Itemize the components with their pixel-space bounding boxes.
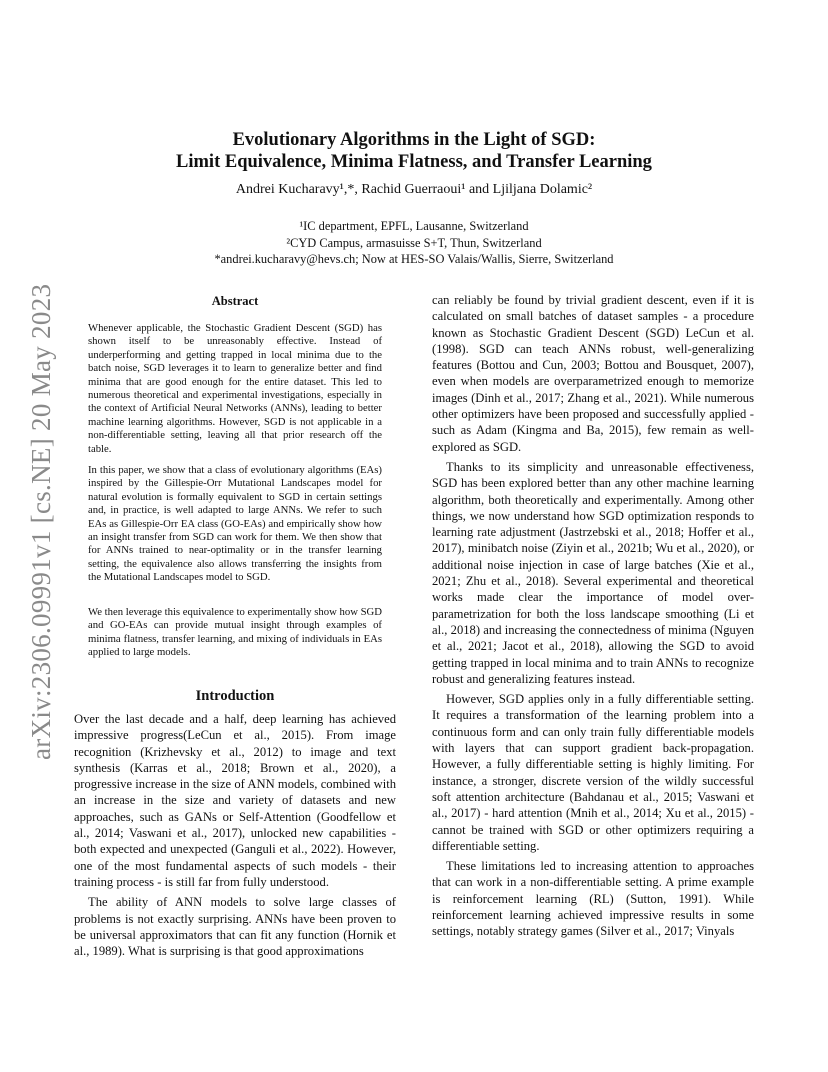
intro-paragraph-4: Thanks to its simplicity and unreasonable effectiveness, SGD has been explored better than any other machine learning algorithm, both theoretically and experimentally. Among other things, we now understand how SGD optimization responds to learning rate adjustment (Jastrzebski et al., 2018; Hoffer et al., 2017), minibatch noise (Ziyin et al., 2021b; Wu et al., 2020), or additional noise injection in case of large batches (Xie et al., 2021; Zhu et al., 2018). Several experimental and theoretical works made clear the importance of model over-parametrization for both the loss landscape smoothing (Li et al., 2018) and increasing the connectedness of minima (Nguyen et al., 2021; Jacot et al., 2018), allowing the SGD to avoid getting trapped in local minima and to train ANNs to recognize robust and generalizing features instead.	[432, 459, 754, 686]
affiliation-2: ²CYD Campus, armasuisse S+T, Thun, Switzerland	[286, 235, 542, 250]
abstract-paragraph-2: In this paper, we show that a class of evolutionary algorithms (EAs) inspired by the Gillespie-Orr Mutational Landscapes model for natural evolution is formally equivalent to SGD in certain settings and, in practice, is well adapted to large ANNs. We refer to such EAs as Gillespie-Orr EA class (GO-EAs) and empirically show how an insight transfer from SGD can work for them. We then show that for ANNs trained to near-optimality or in the transfer learning setting, the equivalence also allows transferring the insights from the Mutational Landscapes model to SGD.	[88, 464, 382, 584]
paper-title	[0, 129, 828, 173]
affiliations	[0, 218, 828, 268]
author-list: Andrei Kucharavy¹,*, Rachid Guerraoui¹ and Ljiljana Dolamic²	[235, 182, 593, 197]
intro-paragraph-1: Over the last decade and a half, deep learning has achieved impressive progress(LeCun et al., 2015). From image recognition (Krizhevsky et al., 2012) to image and text synthesis (Karras et al., 2018; Brown et al., 2020), a progressive increase in the size of ANN models, combined with an increase in the size and variety of datasets and new approaches, such as GANs or Self-Attention (Goodfellow et al., 2014; Vaswani et al., 2017), unlocked new capabilities - both expected and unexpected (Ganguli et al., 2022). However, one of the most fundamental aspects of such models - their training process - is still far from fully understood.	[74, 712, 396, 889]
affiliation-3: *andrei.kucharavy@hevs.ch; Now at HES-SO Valais/Wallis, Sierre, Switzerland	[214, 252, 614, 266]
introduction-heading: Introduction	[195, 688, 275, 704]
intro-paragraph-6: These limitations led to increasing attention to approaches that can work in a non-differentiable setting. A prime example is reinforcement learning (RL) (Sutton, 1991). While reinforcement learning achieved impressive results in some settings, notably strategy games (Silver et al., 2017; Vinyals	[432, 859, 754, 939]
intro-paragraph-3: can reliably be found by trivial gradient descent, even if it is calculated on small batches of dataset samples - a procedure known as Stochastic Gradient Descent (SGD) LeCun et al. (1998). SGD can teach ANNs robust, well-generalizing features (Bottou and Cun, 2003; Bottou and Bousquet, 2007), even when models are overparametrized enough to memorize images (Dinh et al., 2017; Zhang et al., 2021). While numerous other optimizers have been proposed and successfully applied - such as Adam (Kingma and Ba, 2015), few remain as well-explored as SGD.	[432, 293, 754, 454]
arxiv-stamp: arXiv:2306.09991v1 [cs.NE] 20 May 2023	[26, 283, 56, 760]
title-line-1: Evolutionary Algorithms in the Light of SGD:	[232, 130, 596, 150]
intro-paragraph-5: However, SGD applies only in a fully differentiable setting. It requires a transformation of the learning problem into a continuous form and can only train fully differentiable models with layers that can support gradient back-propagation. However, a fully differentiable setting is highly limiting. For instance, a stronger, discrete version of the wildly successful soft attention architecture (Bahdanau et al., 2015; Vaswani et al., 2017) - hard attention (Mnih et al., 2014; Xu et al., 2015) - cannot be trained with SGD or other optimizers requiring a differentiable setting.	[432, 692, 754, 853]
left-column	[74, 711, 396, 959]
right-column	[432, 292, 754, 940]
abstract-paragraph-3: We then leverage this equivalence to experimentally show how SGD and GO-EAs can provide mutual insight through examples of minima flatness, transfer learning, and mixing of individuals in EAs applied to large models.	[88, 606, 382, 659]
abstract-heading: Abstract	[211, 294, 259, 308]
abstract-paragraph-1: Whenever applicable, the Stochastic Gradient Descent (SGD) has shown itself to be unreasonably effective. Instead of underperforming and getting trapped in local minima due to the batch noise, SGD leverages it to learn to generalize better and find minima that are good enough for the entire dataset. This led to numerous theoretical and experimental investigations, especially in the context of Artificial Neural Networks (ANNs), leading to better machine learning algorithms. However, SGD is not applicable in a non-differentiable setting, leaving all that prior research off the table.	[88, 322, 382, 455]
intro-paragraph-2: The ability of ANN models to solve large classes of problems is not exactly surprising. ANNs have been proven to be universal approximators that can fit any function (Hornik et al., 1989). What is surprising is that good approximations	[74, 895, 396, 959]
affiliation-1: ¹IC department, EPFL, Lausanne, Switzerland	[299, 219, 529, 233]
title-line-2: Limit Equivalence, Minima Flatness, and Transfer Learning	[176, 152, 652, 172]
